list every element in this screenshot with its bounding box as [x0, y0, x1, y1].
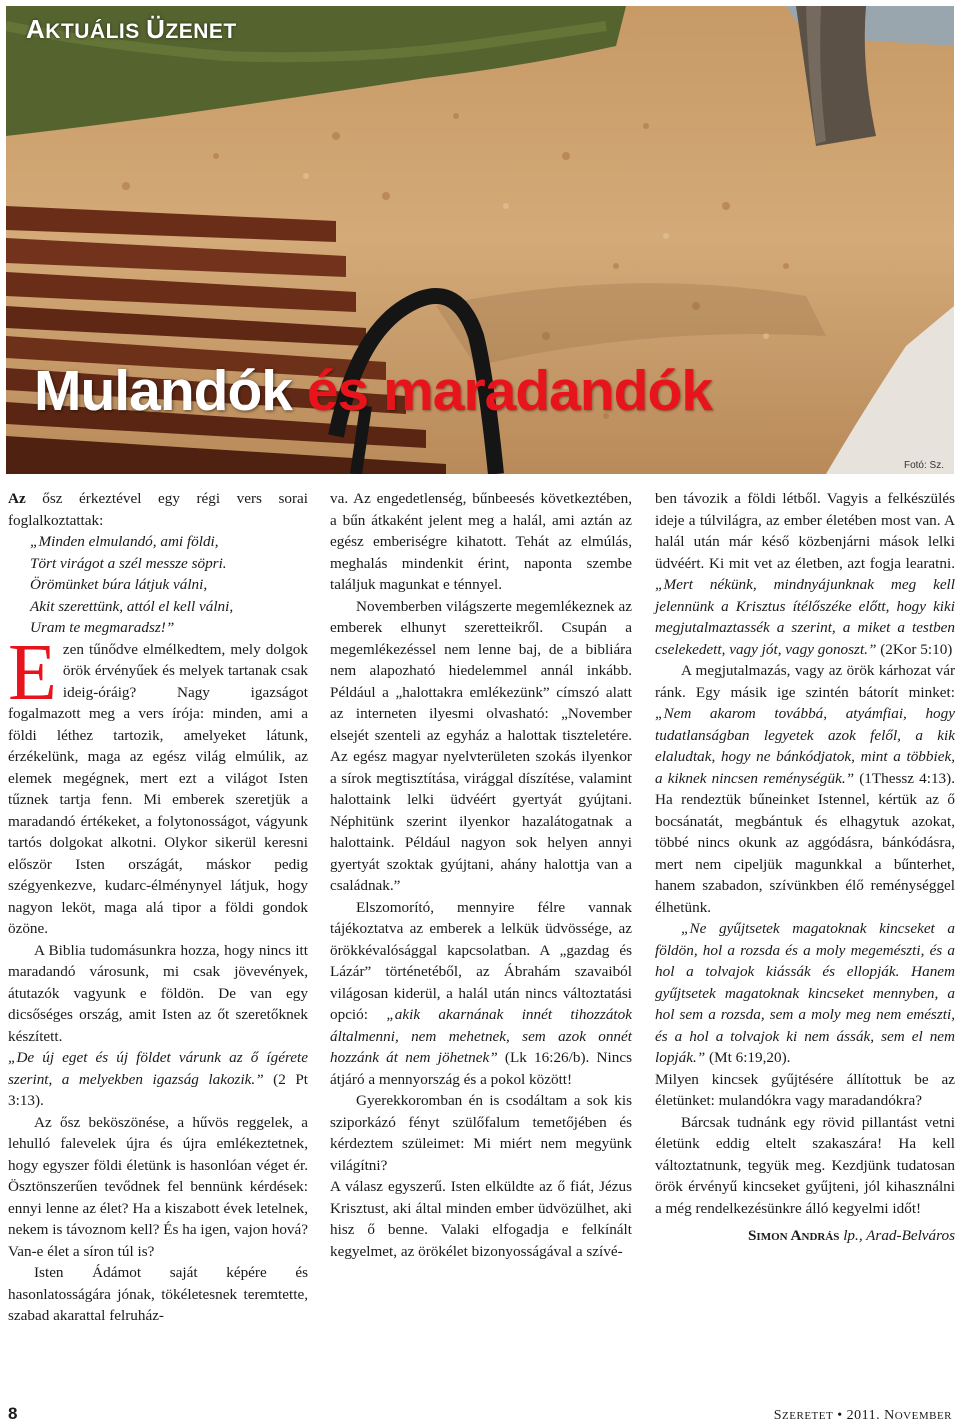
title-red-part: és maradandók	[306, 359, 713, 423]
article-title	[34, 358, 712, 424]
column-1	[8, 488, 308, 1327]
paragraph: „De új eget és új földet várunk az ő ígérete szerint, a melyekben igazság lakozik.” (2 Pt 3:13).	[8, 1049, 308, 1109]
poem-line: Akit szerettünk, attól el kell válni,	[30, 597, 234, 615]
author-signature: Simon András lp., Arad-Belváros	[747, 1227, 955, 1244]
poem-line: „Minden elmulandó, ami földi,	[30, 533, 219, 550]
poem-quote	[30, 531, 308, 639]
column-3	[655, 488, 955, 1247]
paragraph: Elszomorító, mennyire félre vannak tájékoztatva az emberek a lelkük üdvössége, az örökkévalósággal kapcsolatban. A „gazdag és Lázár” történetéből, az Ábrahám szavaiból világosan kiderül, a halál után nincs változtatási opció: „akik akarnának innét tihozzátok általmenni, nem mehetnek, sem azok onnét hozzánk át nem jöhetnek” (Lk 16:26/b). Nincs átjáró a mennyország és a pokol között!	[330, 898, 632, 1088]
intro-paragraph: Az ősz érkeztével egy régi vers sorai foglalkoztattak:	[8, 490, 308, 529]
paragraph: Az ősz beköszönése, a hűvös reggelek, a lehulló falevelek újra és újra emlékeztetnek, hogy egyszer földi életünk is hasonlóan véget ér. Ösztönszerűen tevődnek fel bennünk kérdések: ennyi lenne az élet? Ha a kiszabott évek letelnek, nekem is távoznom kell? És ha igen, vajon hová? Van-e élet a síron túl is?	[8, 1113, 308, 1260]
paragraph: Bárcsak tudnánk egy rövid pillantást vetni életünk eddig eltelt szakaszára! Ha kell változtatnunk, tegyük meg. Kezdjünk tudatosan örök érvényű kincseket gyűjteni, jól kihasználni a még rendelkezésünkre álló kegyelmi időt!	[655, 1113, 955, 1217]
drop-cap: E	[8, 628, 57, 717]
title-white-part: Mulandók	[34, 359, 292, 423]
column-2	[330, 488, 632, 1262]
paragraph: Novemberben világszerte megemlékeznek az emberek elhunyt szeretteikről. Csupán a megemlékezéssel nem lenne baj, de a bibliára nem alapozható hiedelemmel annál inkább. Például a „halottakra emlékezünk” címszó alatt az interneten ilyesmi olvasható: „November elsejét szenteli az egyház a halottak tiszteletére. Az egész magyar nyelvterületen szokás ilyenkor a sírok megtisztítása, virággal díszítése, valamint halottaink lelki üdvéért gyertyát gyújtani. Néphitünk szerint ilyenkor hazalátogatnak a halottaink. Például nagyon sok helyen annyi gyertyát szoktak gyújtani, ahány halottja van a családnak.”	[330, 597, 632, 894]
paragraph: ben távozik a földi létből. Vagyis a felkészülés ideje a túlvilágra, az ember életében most van. A halál után már késő közbenjárni mások lelki üdvéért. Ki mit vet az életben, azt fogja learatni. „Mert nékünk, mindnyájunknak meg kell jelennünk a Krisztus ítélőszéke előtt, hogy kiki megjutalmaztassék a szerint, a miket a testben cselekedett, vagy jót, vagy gonoszt.” (2Kor 5:10)	[655, 490, 955, 658]
paragraph: Ezen tűnődve elmélkedtem, mely dolgok örök érvényűek és melyek tartanak csak ideig-óráig? Nagy igazságot fogalmazott meg a vers írója: minden, ami a földi léthez tartozik, amelyeket látunk, érzékelünk, maga az egész világ elmúlik, az elemek megégnek, mert ezt a világot Isten tűznek tartja fenn. Mi emberek szeretjük a maradandó értékeket, a folytonosságot, vágyunk tartós dolgokat alkotni. Olykor sikerül keresni először Isten országát, máskor pedig szégyenkezve, kudarc-élménynyel látjuk, hogy nagyon leköt, maga alá tipor a földi gondok özöne.	[8, 628, 308, 937]
paragraph: A válasz egyszerű. Isten elküldte az ő fiát, Jézus Krisztust, aki által minden ember üdvözülhet, aki hisz ő benne. Valaki elfogadja e felkínált kegyelmet, az örökélet bizonyosságával a szívé-	[330, 1178, 632, 1260]
photo-credit: Fotó: Sz.	[903, 460, 944, 471]
publication-footer: SZERETET • 2011. NOVEMBER	[773, 1408, 952, 1423]
section-label: AKTUÁLIS ÜZENET	[26, 14, 237, 44]
poem-line: Örömünket búra látjuk válni,	[30, 576, 208, 593]
poem-line: Tört virágot a szél messze söpri.	[30, 554, 227, 572]
paragraph: va. Az engedetlenség, bűnbeesés következtében, a bűn átkaként jelent meg a halál, ami aztán az egész emberiségre kihatott. Tehát az elmúlás, meghalás mindenkit érint, naponta szembe találjuk magunkat e ténnyel.	[330, 490, 632, 593]
paragraph: Isten Ádámot saját képére és hasonlatosságára jónak, tökéletesnek teremtette, szabad akarattal felruház-	[8, 1264, 308, 1324]
paragraph: „Ne gyűjtsetek magatoknak kincseket a földön, hol a rozsda és a moly megemészti, és a hol a tolvajok kiássák és ellopják. Hanem gyűjtsetek magatoknak kincseket mennyben, a hol sem a rozsda, sem a moly meg nem emészti, és a hol a tolvajok ki nem ássák, sem el nem lopják.” (Mt 6:19,20).	[655, 920, 955, 1066]
paragraph: A megjutalmazás, vagy az örök kárhozat vár ránk. Egy másik ige szintén bátorít minket: „Nem akarom továbbá, atyámfiai, hogy tudatlanságban legyetek azok felől, a kik elaludtak, hogy ne bánkódjatok, mint a többiek, a kiknek nincsen reménységük.” (1Thessz 4:13). Ha rendeztük bűneinket Istennel, kértük az ő bocsánatát, megbántuk és elhagytuk azokat, többé nincs okunk az aggódásra, bánkódásra, mert nem cipeljük magunkkal a bűnterhet, hanem szabadon, szívünkben élő reménységgel élhetünk.	[655, 662, 955, 916]
hero-photo	[6, 6, 954, 474]
poem-line: Uram te megmaradsz!”	[30, 619, 175, 636]
paragraph: A Biblia tudomásunkra hozza, hogy nincs itt maradandó városunk, mi csak jövevények, átutazók vagyunk e földön. De van egy dicsőséges ország, amit Isten az őt szeretőknek készített.	[8, 941, 308, 1045]
page-number: 8	[8, 1404, 18, 1423]
paragraph: Milyen kincsek gyűjtésére állítottuk be az életünket: mulandókra vagy maradandókra?	[655, 1070, 955, 1109]
paragraph: Gyerekkoromban én is csodáltam a sok kis sziporkázó fényt szülőfalum temetőjében és kérdeztem szüleimet: Mi miért nem megyünk világítni?	[330, 1092, 632, 1174]
